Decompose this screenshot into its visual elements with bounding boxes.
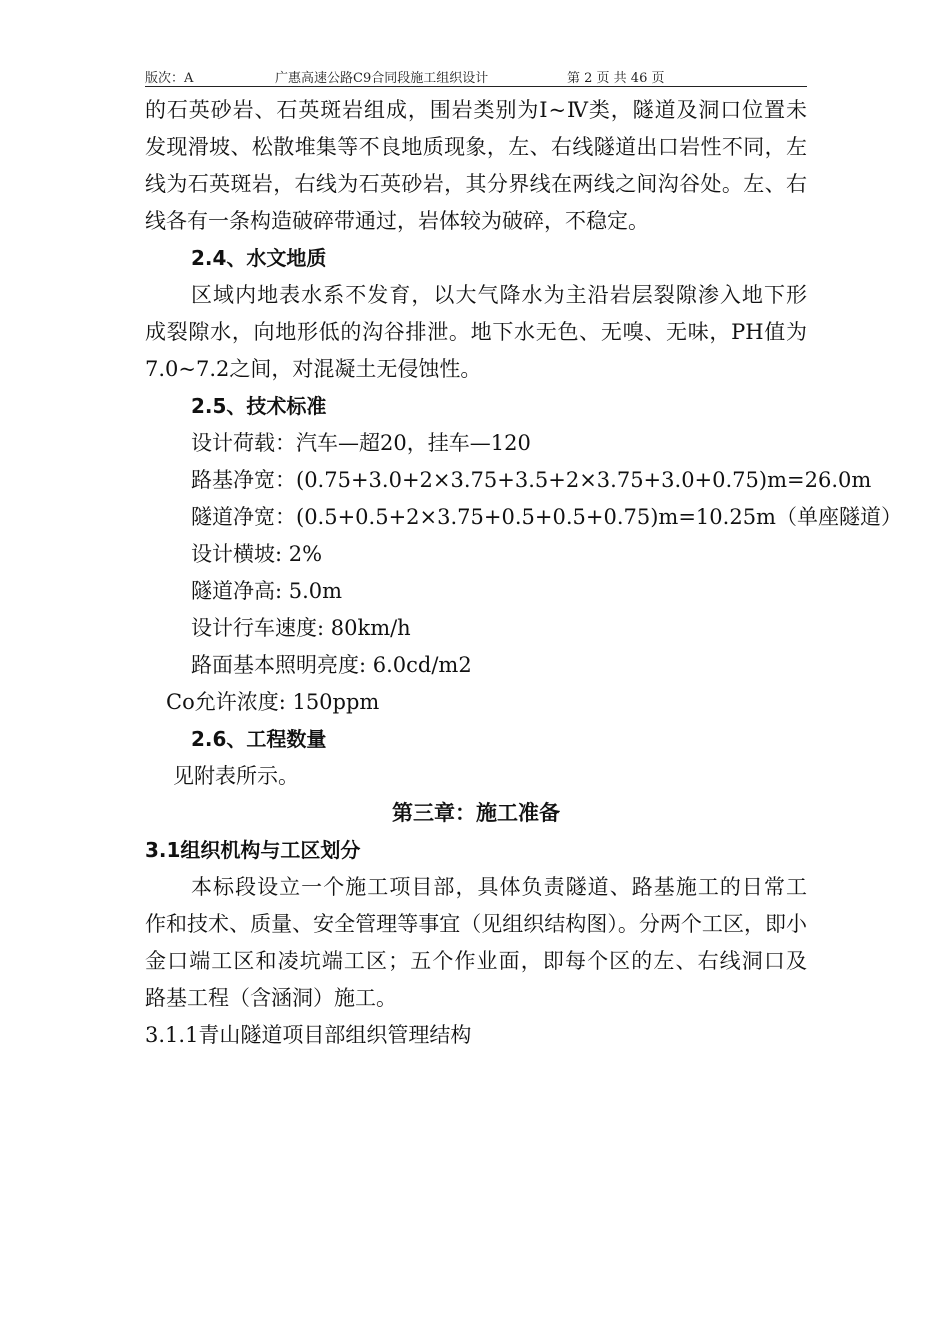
paragraph-hydrology-line-1: 区域内地表水系不发育，以大气降水为主沿岩层裂隙渗入地下形 [191,283,807,307]
section-heading-2-4: 2.4、水文地质 [191,246,327,270]
standard-design-speed: 设计行车速度: 80km/h [191,616,411,640]
paragraph-geology-line-2: 发现滑坡、松散堆集等不良地质现象，左、右线隧道出口岩性不同，左 [145,135,807,159]
section-heading-2-6: 2.6、工程数量 [191,727,327,751]
standard-design-load: 设计荷载：汽车—超20，挂车—120 [191,431,531,455]
standard-tunnel-width: 隧道净宽：(0.5+0.5+2×3.75+0.5+0.5+0.75)m=10.25m（单座隧道） [191,505,902,529]
standard-cross-slope: 设计横坡: 2% [191,542,323,566]
standard-tunnel-height: 隧道净高: 5.0m [191,579,343,603]
header-page-number: 第 2 页 共 46 页 [567,71,665,86]
paragraph-organization-line-4: 路基工程（含涵洞）施工。 [145,986,397,1010]
paragraph-organization-line-1: 本标段设立一个施工项目部，具体负责隧道、路基施工的日常工 [191,875,807,899]
section-heading-2-5: 2.5、技术标准 [191,394,327,418]
header-document-title: 广惠高速公路C9合同段施工组织设计 [275,71,489,86]
header-version: 版次：A [145,71,194,86]
paragraph-hydrology-line-2: 成裂隙水，向地形低的沟谷排泄。地下水无色、无嗅、无味，PH值为 [145,320,807,344]
subsection-heading-3-1-1: 3.1.1青山隧道项目部组织管理结构 [145,1023,472,1047]
standard-co-concentration: Co允许浓度: 150ppm [166,690,380,714]
paragraph-geology-line-3: 线为石英斑岩，右线为石英砂岩，其分界线在两线之间沟谷处。左、右 [145,172,807,196]
paragraph-quantities: 见附表所示。 [173,764,299,788]
chapter-3-heading: 第三章：施工准备 [392,801,560,825]
standard-lighting-luminance: 路面基本照明亮度: 6.0cd/m2 [191,653,472,677]
page-header [145,64,807,87]
paragraph-organization-line-3: 金口端工区和凌坑端工区；五个作业面，即每个区的左、右线洞口及 [145,949,807,973]
paragraph-organization-line-2: 作和技术、质量、安全管理等事宜（见组织结构图）。分两个工区，即小 [145,912,807,936]
standard-roadbed-width: 路基净宽：(0.75+3.0+2×3.75+3.5+2×3.75+3.0+0.75)m=26.0m [191,468,872,492]
document-body [145,92,902,1054]
paragraph-geology-line-1: 的石英砂岩、石英斑岩组成，围岩类别为Ⅰ~Ⅳ类，隧道及洞口位置未 [145,98,807,122]
section-heading-3-1: 3.1组织机构与工区划分 [145,838,361,862]
paragraph-geology-line-4: 线各有一条构造破碎带通过，岩体较为破碎，不稳定。 [145,209,649,233]
paragraph-hydrology-line-3: 7.0~7.2之间，对混凝土无侵蚀性。 [145,357,482,381]
